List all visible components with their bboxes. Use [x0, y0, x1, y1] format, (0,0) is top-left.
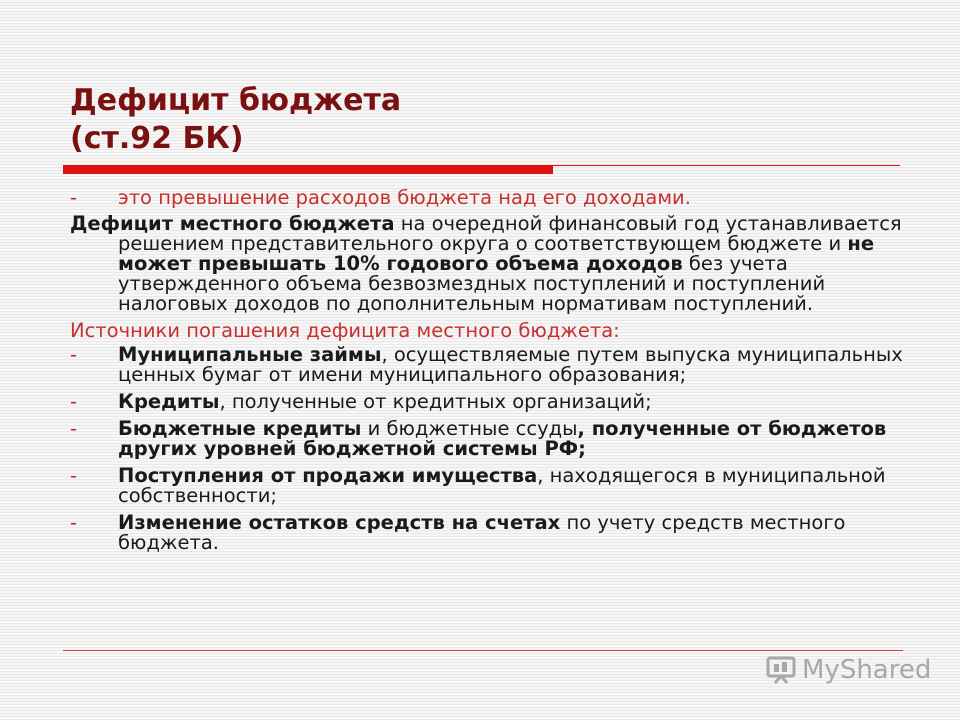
local-deficit-text-1: на очередной финансовый год устанавливается решением представительного округа о соответствующем бюджете и — [118, 212, 902, 255]
source-name: Муниципальные займы — [118, 343, 382, 366]
source-name: Поступления от продажи имущества — [118, 464, 538, 487]
source-description: , осуществляемые путем выпуска муниципальных ценных бумаг от имени муниципального образования; — [118, 343, 903, 386]
list-item — [70, 419, 910, 459]
title-line-2: (ст.92 БК) — [70, 121, 244, 156]
list-item — [70, 513, 910, 553]
source-description: , находящегося в муниципальной собственности; — [118, 464, 886, 507]
sources-heading: Источники погашения дефицита местного бюджета: — [70, 319, 620, 342]
bullet-dash: - — [70, 343, 78, 366]
source-name: Изменение остатков средств на счетах — [118, 511, 561, 534]
sources-list — [70, 345, 910, 553]
list-item — [70, 466, 910, 506]
definition-text: это превышение расходов бюджета над его доходами. — [118, 186, 691, 209]
source-description: и бюджетные ссуды — [361, 417, 578, 440]
source-description: , полученные от кредитных организаций; — [219, 390, 652, 413]
slide-title — [70, 82, 401, 158]
source-description: по учету средств местного бюджета. — [118, 511, 846, 554]
source-origin: , полученные от бюджетов других уровней бюджетной системы РФ; — [118, 417, 887, 460]
local-deficit-text-2: без учета утвержденного объема безвозмездных поступлений и поступлений налоговых доходов по дополнительным нормативам поступлений. — [118, 252, 826, 315]
list-item — [70, 345, 910, 385]
local-deficit-paragraph — [70, 214, 910, 314]
definition-row — [70, 188, 910, 208]
title-line-1: Дефицит бюджета — [70, 83, 402, 118]
bullet-dash: - — [70, 417, 78, 440]
watermark — [766, 655, 931, 685]
list-item — [70, 392, 910, 412]
source-name: Бюджетные кредиты — [118, 417, 362, 440]
bullet-dash: - — [70, 390, 78, 413]
slide-body — [70, 188, 910, 560]
local-deficit-term: Дефицит местного бюджета — [70, 212, 395, 235]
footer-rule — [63, 650, 903, 651]
watermark-text: MyShared — [802, 655, 932, 685]
presentation-icon — [766, 656, 796, 684]
bullet-dash: - — [70, 186, 78, 209]
title-rule — [553, 165, 900, 166]
bullet-dash: - — [70, 464, 78, 487]
bullet-dash: - — [70, 511, 78, 534]
title-accent-bar — [63, 165, 553, 174]
local-deficit-limit: не может превышать 10% годового объема доходов — [118, 232, 875, 275]
source-name: Кредиты — [118, 390, 220, 413]
